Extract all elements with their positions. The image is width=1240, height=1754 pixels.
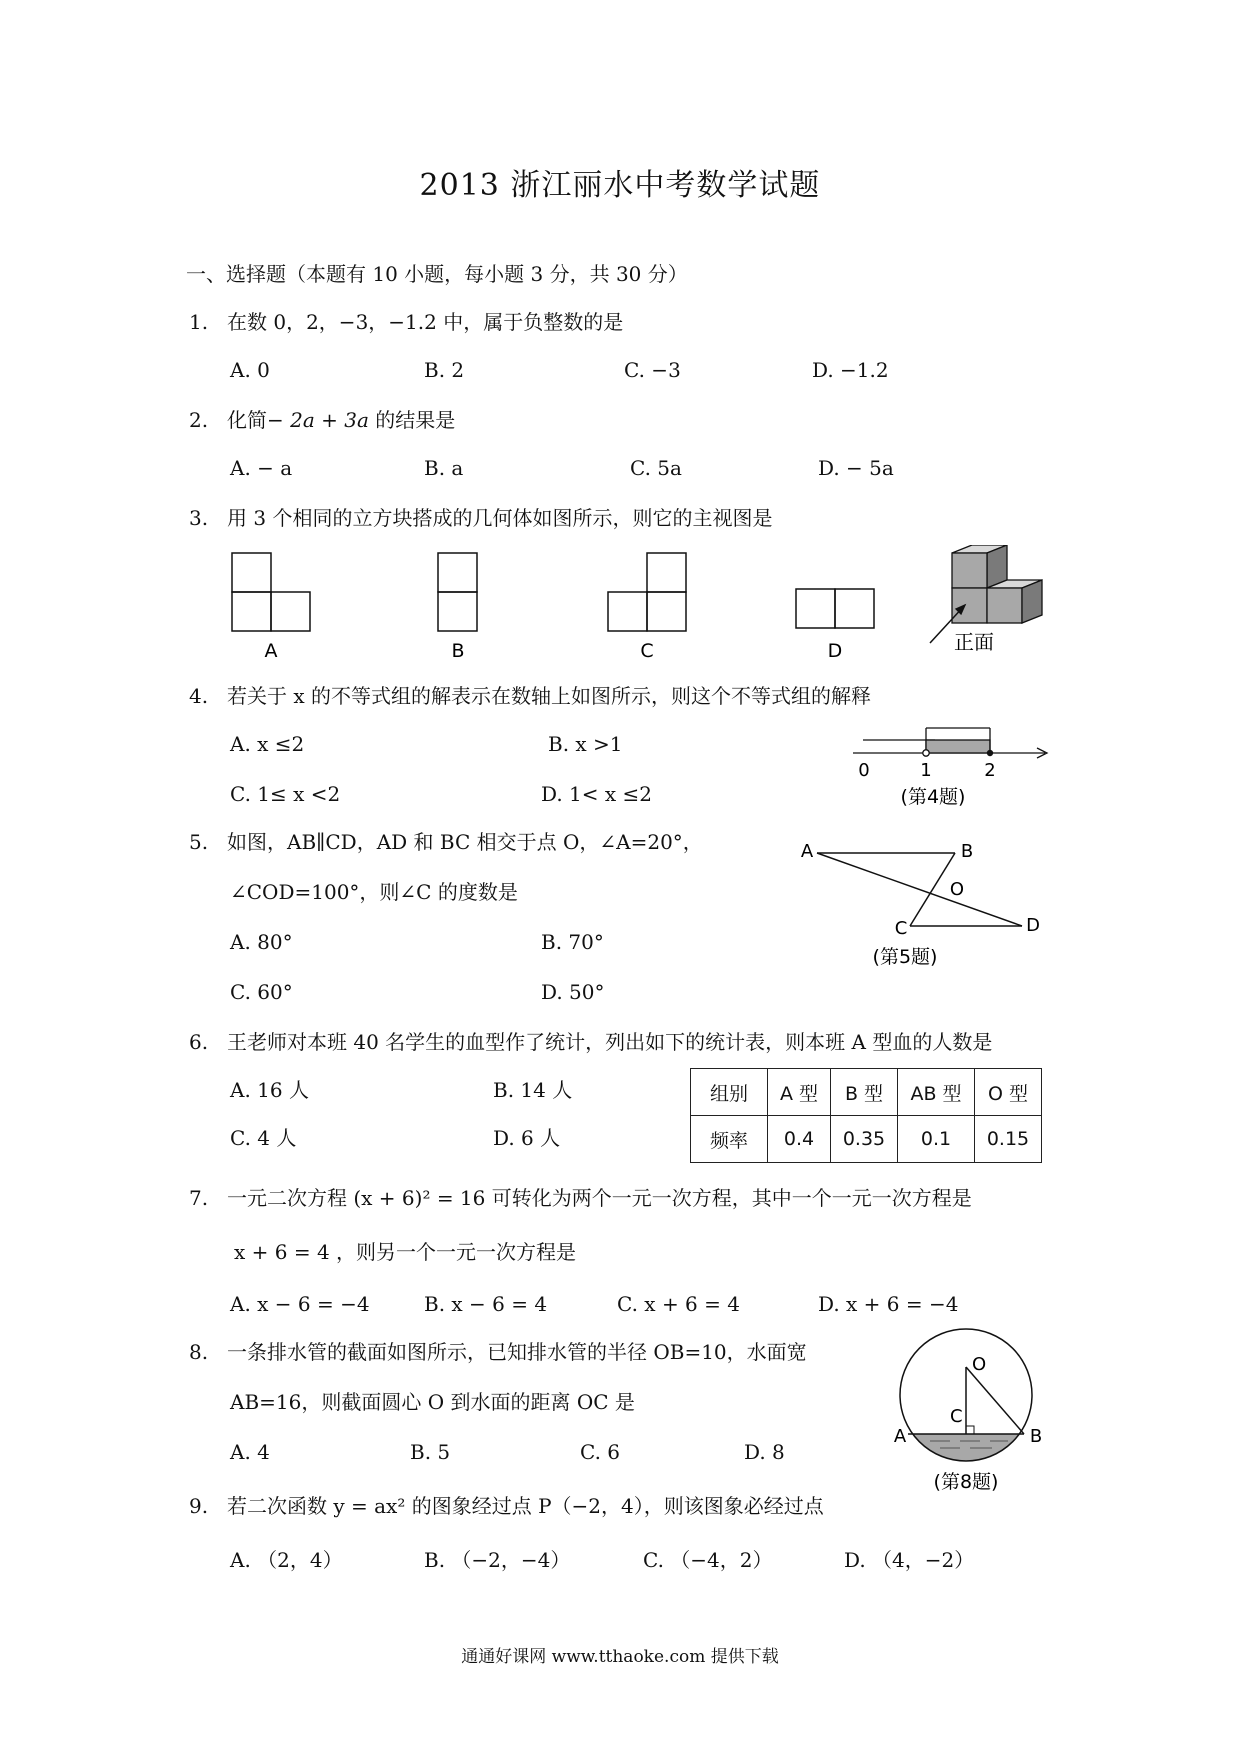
q2-stem-pre: 化简 [227,408,267,432]
q6-number: 6. [189,1030,209,1054]
q5-point-d: D [1026,915,1040,936]
q4-closed-point [987,750,993,756]
q4-option-a: A. x ≤2 [230,732,305,756]
q9-option-c: C. （−4，2） [643,1548,773,1572]
q5-option-d: D. 50° [541,980,605,1004]
q6-option-a: A. 16 人 [230,1078,309,1102]
q3-number: 3. [189,506,209,530]
q3-figures [220,545,1070,665]
q9-option-a: A. （2，4） [230,1548,343,1572]
q4-stem: 若关于 x 的不等式组的解表示在数轴上如图所示，则这个不等式组的解释 [227,684,871,708]
q9-number: 9. [189,1494,209,1518]
q8-point-b: B [1029,1426,1043,1447]
q5-stem-line2: ∠COD=100°，则∠C 的度数是 [230,880,518,904]
section-heading: 一、选择题（本题有 10 小题，每小题 3 分，共 30 分） [186,262,688,286]
q1-number: 1. [189,310,209,334]
q4-number: 4. [189,684,209,708]
q8-number: 8. [189,1340,209,1364]
q7-option-c: C. x + 6 = 4 [617,1292,740,1316]
q1-stem: 在数 0，2，−3，−1.2 中，属于负整数的是 [227,310,624,334]
q5-point-c: C [894,918,908,939]
q7-number: 7. [189,1186,209,1210]
table-cell: 频率 [691,1116,768,1163]
q3-front-label: 正面 [954,630,994,654]
table-header-cell: 组别 [691,1069,768,1116]
q1-option-c: C. −3 [624,358,681,382]
q9-option-d: D. （4，−2） [844,1548,975,1572]
q6-option-b: B. 14 人 [493,1078,573,1102]
q4-tick-1: 1 [920,760,932,781]
q6-stem: 王老师对本班 40 名学生的血型作了统计，列出如下的统计表，则本班 A 型血的人数是 [227,1030,993,1054]
q4-tick-0: 0 [858,760,870,781]
q8-caption: (第8题) [933,1471,999,1493]
q4-option-c: C. 1≤ x <2 [230,782,341,806]
page-footer: 通通好课网 www.tthaoke.com 提供下载 [461,1647,779,1667]
q8-stem-line1: 一条排水管的截面如图所示，已知排水管的半径 OB=10，水面宽 [227,1340,807,1364]
q3-stem: 用 3 个相同的立方块搭成的几何体如图所示，则它的主视图是 [227,506,773,530]
q5-number: 5. [189,830,209,854]
q4-open-point [923,750,929,756]
q5-option-c: C. 60° [230,980,293,1004]
q8-stem-line2: AB=16，则截面圆心 O 到水面的距离 OC 是 [230,1390,635,1414]
table-header-cell: B 型 [831,1069,898,1116]
q6-option-c: C. 4 人 [230,1126,297,1150]
q2-number: 2. [189,408,209,432]
q5-figure [795,835,1055,975]
q7-option-d: D. x + 6 = −4 [818,1292,959,1316]
q4-number-line [845,725,1060,815]
q8-point-c: C [950,1406,963,1427]
q7-option-a: A. x − 6 = −4 [230,1292,370,1316]
q7-option-b: B. x − 6 = 4 [424,1292,548,1316]
q7-stem-line2: x + 6 = 4 ，则另一个一元一次方程是 [234,1240,577,1264]
q3-label-c: C [640,640,654,662]
q8-point-o: O [972,1354,987,1375]
q2-option-b: B. a [424,456,464,480]
q4-caption: (第4题) [900,786,966,808]
q5-point-a: A [800,841,814,862]
q5-option-b: B. 70° [541,930,604,954]
q2-option-c: C. 5a [630,456,682,480]
q8-option-d: D. 8 [744,1440,785,1464]
q2-stem-post: 的结果是 [368,408,456,432]
q4-option-b: B. x >1 [548,732,623,756]
page-title: 2013 浙江丽水中考数学试题 [419,168,821,203]
table-cell: 0.35 [831,1116,898,1163]
q5-point-b: B [960,841,974,862]
table-header-row [691,1069,1042,1116]
q1-option-a: A. 0 [230,358,270,382]
q5-caption: (第5题) [872,946,938,968]
q7-stem-line1: 一元二次方程 (x + 6)² = 16 可转化为两个一元一次方程，其中一个一元一次方程是 [227,1186,972,1210]
q8-point-a: A [893,1426,907,1447]
q5-stem-line1: 如图，AB∥CD，AD 和 BC 相交于点 O，∠A=20°， [227,830,703,854]
q8-option-c: C. 6 [580,1440,621,1464]
q3-label-d: D [827,640,843,662]
table-header-cell: A 型 [768,1069,831,1116]
q5-option-a: A. 80° [230,930,293,954]
q4-option-d: D. 1< x ≤2 [541,782,652,806]
q8-option-b: B. 5 [410,1440,451,1464]
table-row [691,1116,1042,1163]
q2-option-a: A. − a [230,456,293,480]
q9-option-b: B. （−2，−4） [424,1548,571,1572]
q5-point-o: O [949,879,965,900]
q3-label-b: B [451,640,465,662]
q6-blood-type-table [690,1068,1042,1163]
q9-stem: 若二次函数 y = ax² 的图象经过点 P（−2，4），则该图象必经过点 [227,1494,824,1518]
q3-label-a: A [264,640,278,662]
table-cell: 0.15 [975,1116,1042,1163]
table-cell: 0.1 [898,1116,975,1163]
q4-tick-2: 2 [984,760,996,781]
q2-stem-expr: − 2a + 3a [267,408,369,432]
q6-option-d: D. 6 人 [493,1126,561,1150]
table-header-cell: O 型 [975,1069,1042,1116]
q1-option-b: B. 2 [424,358,465,382]
table-cell: 0.4 [768,1116,831,1163]
table-header-cell: AB 型 [898,1069,975,1116]
q2-option-d: D. − 5a [818,456,894,480]
q1-option-d: D. −1.2 [812,358,889,382]
q3-solid-figure [930,545,1042,643]
q8-pipe-figure [890,1320,1050,1500]
q8-option-a: A. 4 [230,1440,270,1464]
